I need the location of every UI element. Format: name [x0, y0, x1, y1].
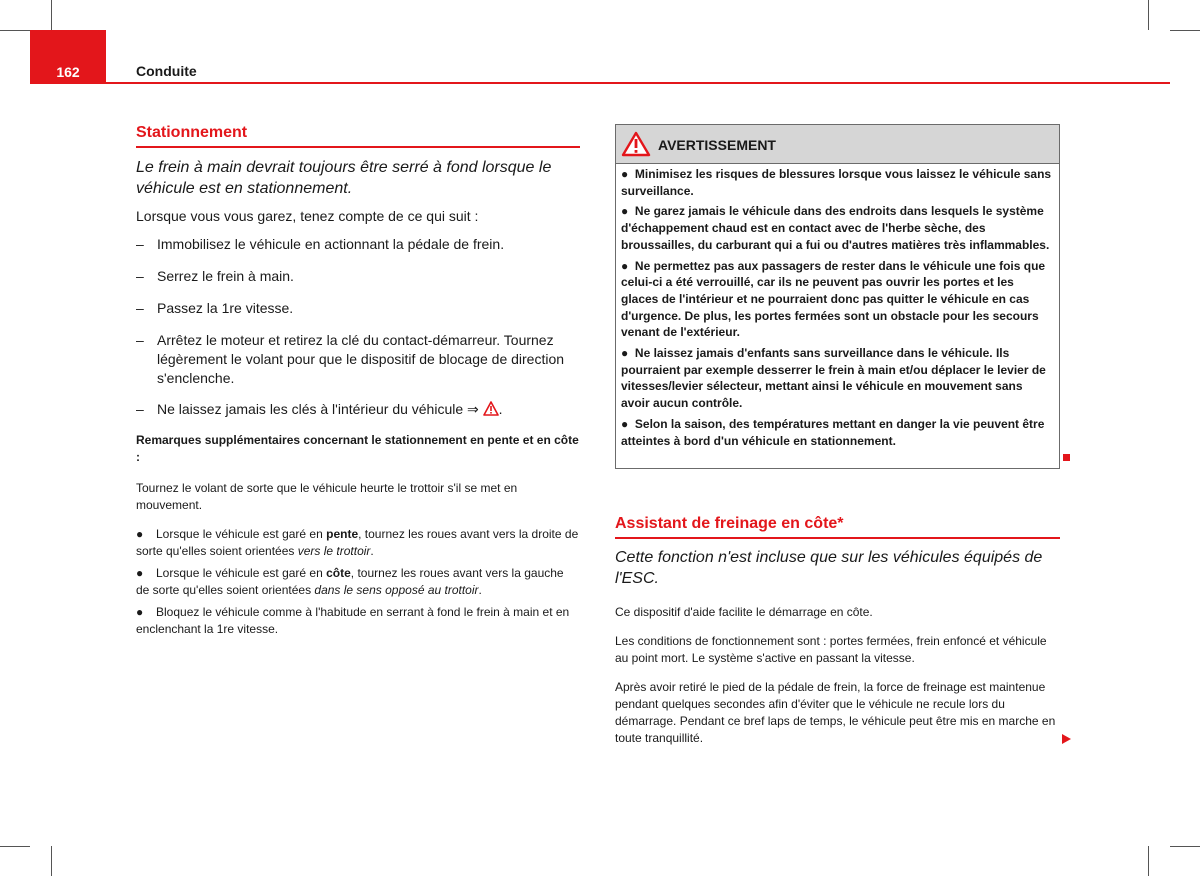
list-item: [136, 526, 580, 560]
slope-bullets: [136, 526, 580, 638]
crop-mark: [0, 30, 30, 31]
step-text: Immobilisez le véhicule en actionnant la pédale de frein.: [157, 236, 505, 252]
crop-mark: [0, 846, 30, 847]
warning-text: Selon la saison, des températures mettant en danger la vie peuvent être atteintes à bord d'un véhicule en stationnement.: [621, 416, 1045, 448]
step-text: Serrez le frein à main.: [157, 268, 294, 284]
list-item: [136, 299, 580, 318]
hill-assist-paragraph: Ce dispositif d'aide facilite le démarrage en côte.: [615, 605, 873, 619]
crop-mark: [1170, 846, 1200, 847]
step-text: Passez la 1re vitesse.: [157, 300, 294, 316]
warning-body: [616, 164, 1059, 449]
list-item: [136, 267, 580, 286]
bullet-italic: dans le sens opposé au trottoir: [314, 583, 479, 597]
warning-item: [621, 203, 1053, 253]
dash-marker: –: [136, 268, 144, 284]
hill-assist-paragraph: Les conditions de fonctionnement sont : portes fermées, frein enfoncé et véhicule au point mort. Le système s'active en passant la vitesse.: [615, 634, 1047, 665]
section-title: Conduite: [136, 63, 197, 79]
crop-mark: [51, 0, 52, 30]
list-item: [136, 604, 580, 638]
bullet-bold: pente: [326, 527, 359, 541]
bullet-text: .: [478, 583, 482, 597]
warning-header: [616, 125, 1059, 164]
hill-assist-paragraph: Après avoir retiré le pied de la pédale de frein, la force de freinage est maintenue pendant quelques secondes afin d'éviter que le véhicule ne recule lors du démarrage. Pendant ce bref laps de temps, le véhicule peut être mis en marche en toute tranquillité.: [615, 680, 1056, 745]
bullet-marker: ●: [136, 605, 144, 619]
hill-assist-intro: Cette fonction n'est incluse que sur les véhicules équipés de l'ESC.: [615, 549, 1043, 587]
bullet-text: Lorsque le véhicule est garé en: [156, 566, 327, 580]
stationnement-heading: Stationnement: [136, 124, 580, 148]
bullet-italic: vers le trottoir: [297, 544, 371, 558]
bullet-marker: ●: [136, 527, 144, 541]
bullet-text: Bloquez le véhicule comme à l'habitude en serrant à fond le frein à main et en enclenchant la 1re vitesse.: [136, 605, 570, 636]
warning-item: [621, 166, 1053, 199]
warning-box: [615, 124, 1060, 469]
step-text: Arrêtez le moteur et retirez la clé du contact-démarreur. Tournez légèrement le volant pour que le dispositif de blocage de direction s'enclenche.: [157, 332, 565, 386]
list-item: [136, 400, 580, 419]
bullet-marker: ●: [136, 566, 144, 580]
bullet-text: Lorsque le véhicule est garé en: [156, 527, 327, 541]
left-column: [136, 124, 580, 638]
list-item: [136, 331, 580, 388]
list-item: [136, 235, 580, 254]
warning-text: Minimisez les risques de blessures lorsque vous laissez le véhicule sans surveillance.: [621, 167, 1052, 198]
step-suffix: .: [498, 401, 503, 417]
header-rule: [30, 82, 1170, 84]
dash-marker: –: [136, 236, 144, 252]
bullet-marker: ●: [621, 416, 629, 431]
list-item: [136, 565, 580, 599]
dash-marker: –: [136, 332, 144, 348]
warning-text: Ne laissez jamais d'enfants sans surveillance dans le véhicule. Ils pourraient par exemple desserrer le frein à main et/ou déplacer le levier de vitesses/levier sélecteur, mettant ainsi le véhicule en mouvement sans avoir aucun contrôle.: [621, 346, 1046, 411]
crop-mark: [1148, 0, 1149, 30]
bullet-marker: ●: [621, 346, 629, 361]
warning-item: [621, 345, 1053, 412]
end-of-section-mark: [1063, 454, 1070, 461]
parking-steps-list: [136, 235, 580, 419]
stationnement-lead: Lorsque vous vous garez, tenez compte de ce qui suit :: [136, 208, 479, 224]
crop-mark: [51, 846, 52, 876]
page-number: 162: [56, 64, 80, 80]
step-text: Ne laissez jamais les clés à l'intérieur du véhicule ⇒: [157, 401, 479, 417]
bullet-marker: ●: [621, 258, 629, 273]
hill-assist-heading: Assistant de freinage en côte*: [615, 515, 1060, 539]
bullet-text: , tournez les roues avant vers la gauche de sorte qu'elles soient orientées: [136, 566, 564, 597]
right-column: [615, 515, 1060, 747]
bullet-text: , tournez les roues avant vers la droite de sorte qu'elles soient orientées: [136, 527, 579, 558]
bullet-marker: ●: [621, 167, 629, 181]
stationnement-intro: Le frein à main devrait toujours être serré à fond lorsque le véhicule est en stationnement.: [136, 159, 552, 197]
dash-marker: –: [136, 401, 144, 417]
warning-item: [621, 416, 1053, 449]
bullet-text: .: [370, 544, 374, 558]
dash-marker: –: [136, 300, 144, 316]
continue-arrow-icon: [1062, 734, 1071, 744]
crop-mark: [1148, 846, 1149, 876]
remarks-text: Tournez le volant de sorte que le véhicule heurte le trottoir s'il se met en mouvement.: [136, 481, 518, 512]
bullet-marker: ●: [621, 204, 629, 219]
warning-triangle-icon: [621, 131, 651, 157]
warning-item: [621, 258, 1053, 342]
warning-text: Ne permettez pas aux passagers de rester dans le véhicule une fois que celui-ci a été verrouillé, car ils ne peuvent pas ouvrir les portes et les glaces de l'intérieur et ne pourraient donc pas quitter le véhicule en cas d'urgence. De plus, les portes fermées sont un obstacle pour les secours venant de l'extérieur.: [621, 258, 1046, 340]
crop-mark: [1170, 30, 1200, 31]
warning-text: Ne garez jamais le véhicule dans des endroits dans lesquels le système d'échappement chaud est en contact avec de l'herbe sèche, des broussailles, du carburant qui a fui ou d'autres matières très inflammables.: [621, 204, 1050, 252]
bullet-bold: côte: [326, 566, 351, 580]
remarks-heading: Remarques supplémentaires concernant le stationnement en pente et en côte :: [136, 433, 579, 464]
warning-triangle-icon[interactable]: [483, 401, 499, 416]
warning-title: AVERTISSEMENT: [658, 137, 776, 153]
